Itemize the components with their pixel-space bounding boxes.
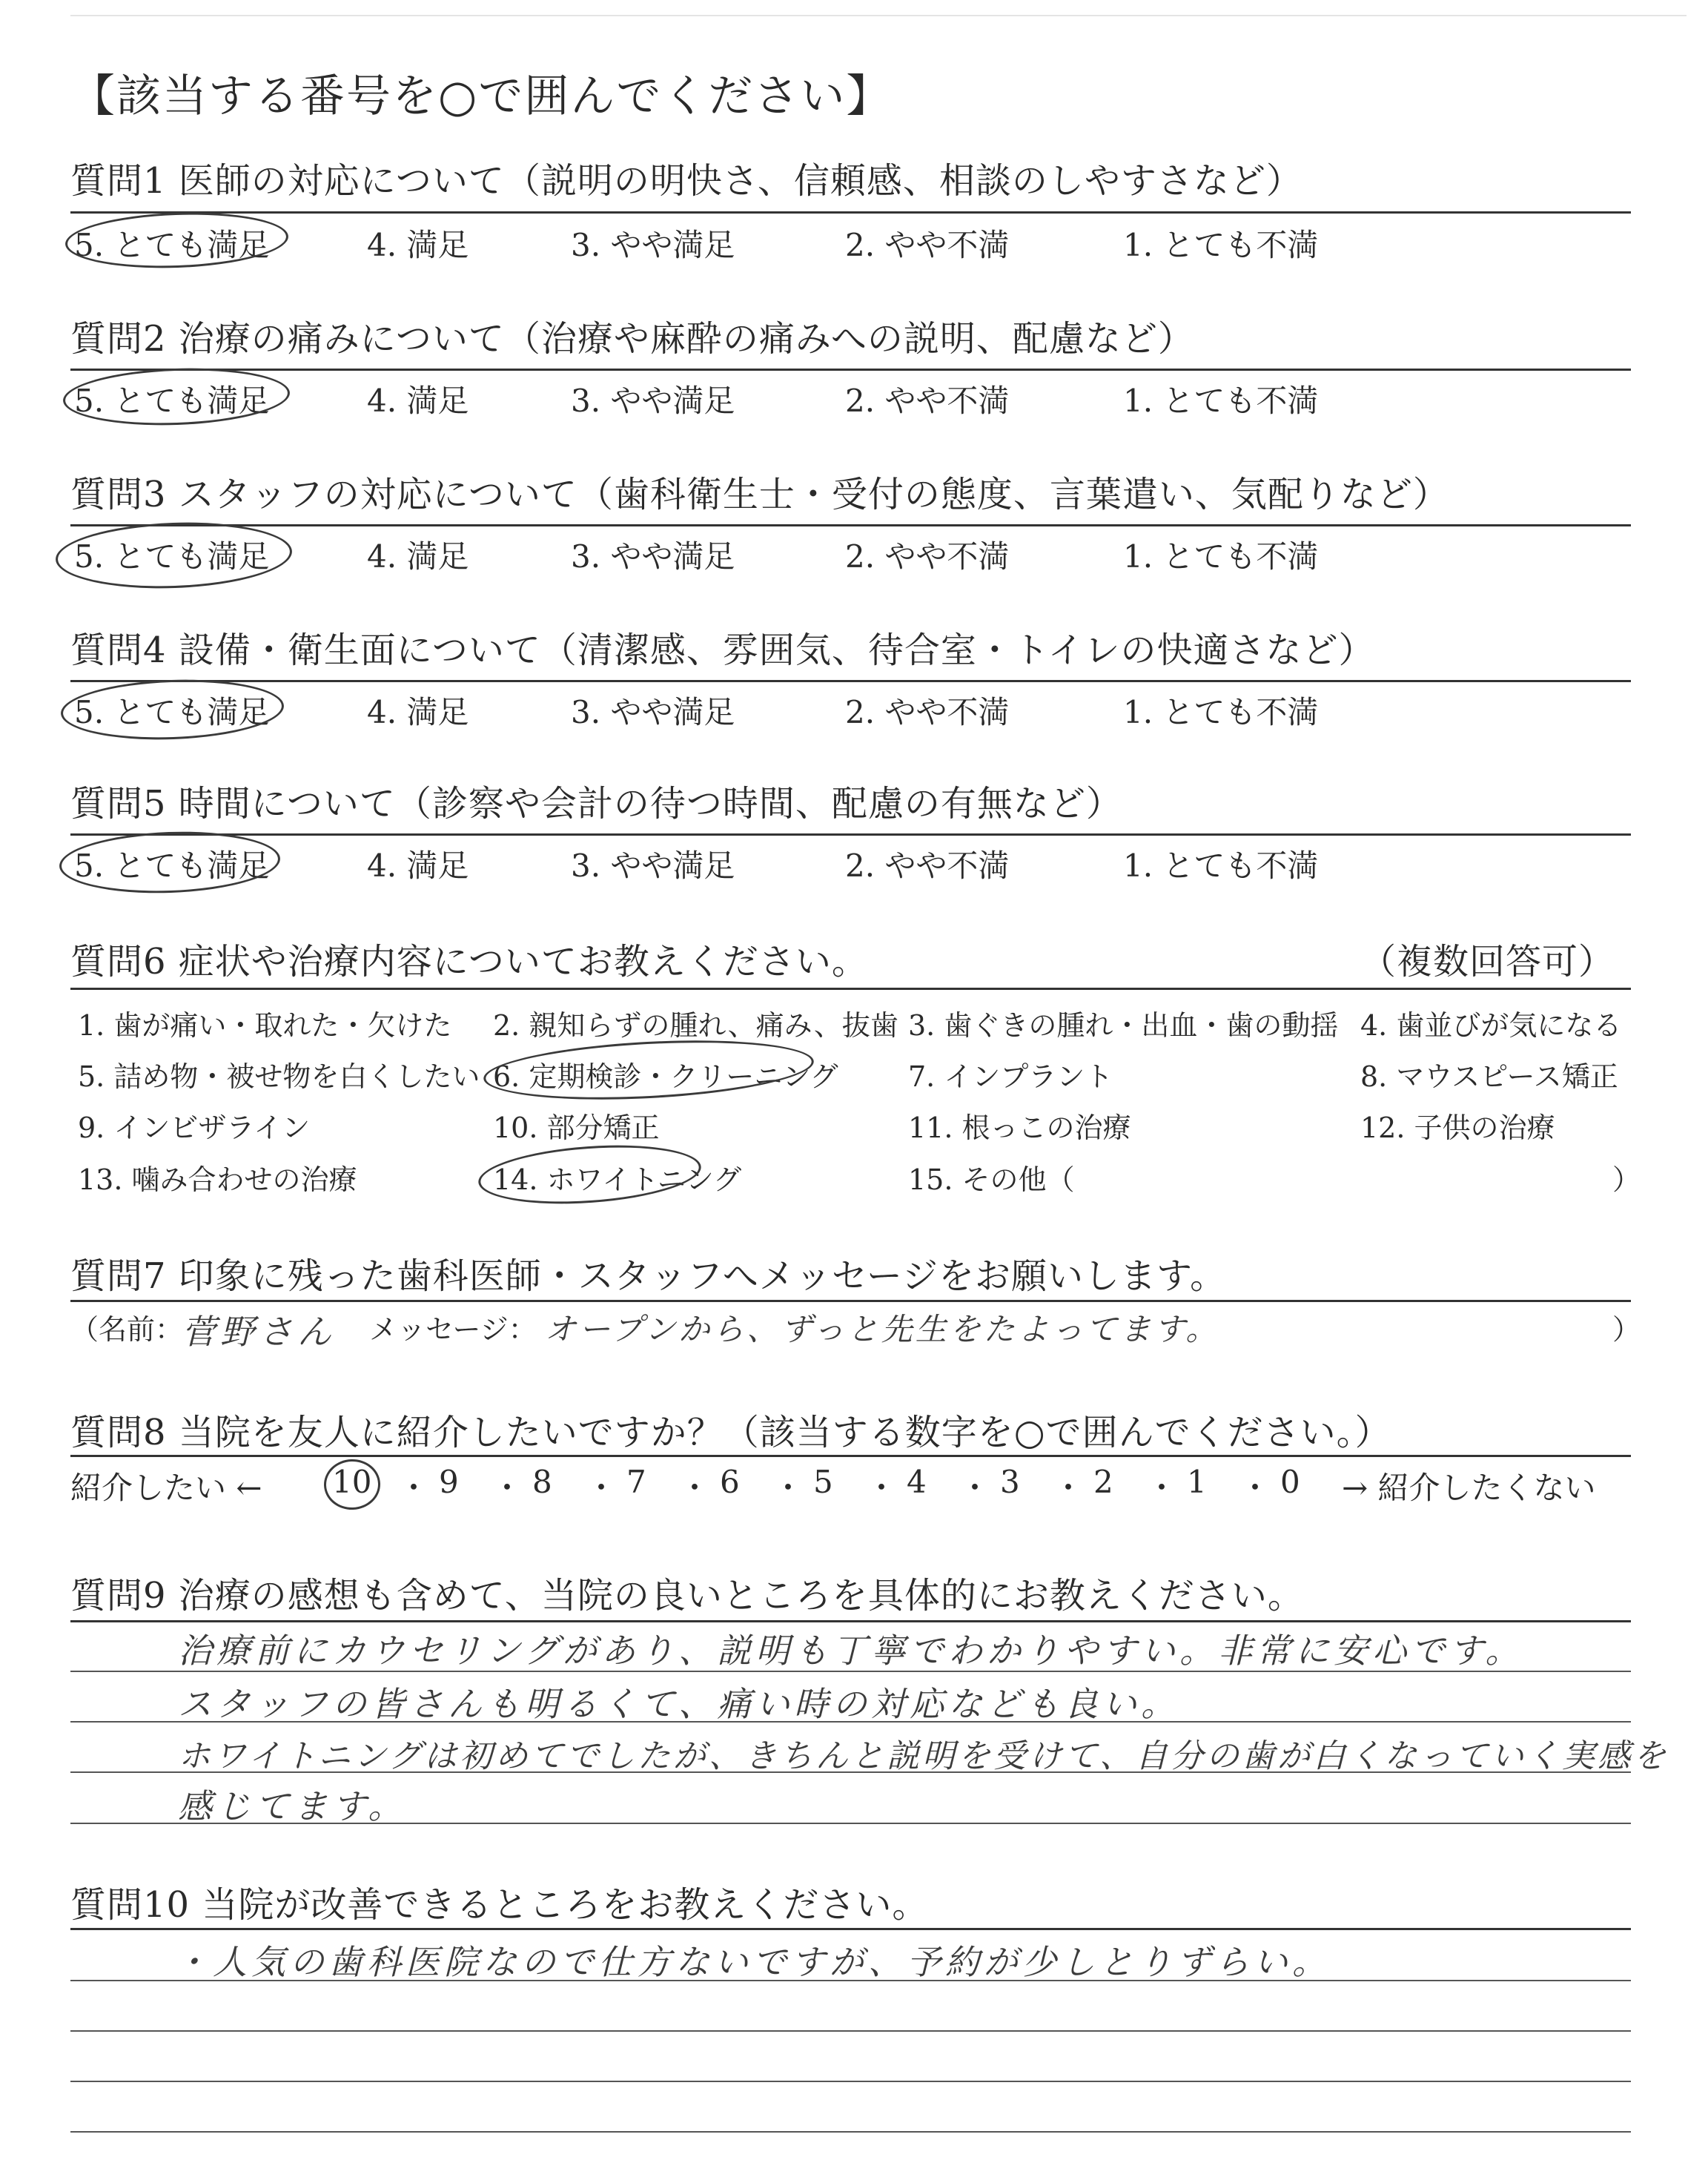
handwritten-comment-line-3: ホワイトニングは初めてでしたが、きちんと説明を受けて、自分の歯が白くなっていく実感を (178, 1737, 1669, 1775)
option-3[interactable]: 3. やや満足 (571, 694, 735, 730)
scale-separator: ・ (866, 1470, 898, 1506)
recommend-right-label: → 紹介したくない (1342, 1470, 1596, 1506)
question-3-title: 質問3 スタッフの対応について（歯科衛生士・受付の態度、言葉遣い、気配りなど） (70, 474, 1449, 515)
handwritten-name: 菅野さん (182, 1312, 336, 1352)
scale-separator: ・ (491, 1470, 523, 1506)
answer-line (70, 2131, 1631, 2133)
question-9-rule (70, 1620, 1631, 1622)
question-5-rule (70, 833, 1631, 836)
scale-separator: ・ (1239, 1470, 1271, 1506)
question-1-title: 質問1 医師の対応について（説明の明快さ、信頼感、相談のしやすさなど） (70, 160, 1302, 202)
option-3[interactable]: 3. やや満足 (571, 383, 735, 419)
handwritten-message: オープンから、ずっと先生をたよってます。 (545, 1311, 1220, 1347)
scale-5[interactable]: 5 (813, 1464, 833, 1500)
scale-separator: ・ (959, 1470, 991, 1506)
page-title: 【該当する番号を○で囲んでください】 (70, 70, 893, 122)
selection-circle (60, 676, 285, 743)
scale-7[interactable]: 7 (626, 1464, 646, 1500)
symptom-item-5[interactable]: 5. 詰め物・被せ物を白くしたい (78, 1060, 480, 1093)
question-6-title: 質問6 症状や治療内容についてお教えください。 (70, 941, 868, 982)
name-label: （名前： (70, 1313, 184, 1346)
top-border (70, 15, 1687, 16)
question-8-title: 質問8 当院を友人に紹介したいですか？（該当する数字を○で囲んでください。） (70, 1412, 1391, 1453)
question-7-title: 質問7 印象に残った歯科医師・スタッフへメッセージをお願いします。 (70, 1255, 1227, 1297)
question-10-title: 質問10 当院が改善できるところをお教えください。 (70, 1884, 929, 1926)
option-4[interactable]: 4. 満足 (367, 383, 469, 419)
recommend-left-label: 紹介したい ← (70, 1470, 262, 1506)
answer-line (70, 2081, 1631, 2082)
symptom-item-1[interactable]: 1. 歯が痛い・取れた・欠けた (78, 1009, 452, 1042)
question-8-rule (70, 1455, 1631, 1457)
scale-separator: ・ (586, 1470, 618, 1506)
symptom-item-13[interactable]: 13. 噛み合わせの治療 (78, 1163, 357, 1196)
question-7-rule (70, 1300, 1631, 1302)
symptom-item-2[interactable]: 2. 親知らずの腫れ、痛み、抜歯 (493, 1009, 898, 1042)
selection-circle (482, 1033, 815, 1106)
selection-circle (55, 518, 294, 592)
option-4[interactable]: 4. 満足 (367, 538, 469, 575)
option-5[interactable]: 5. とても満足 (74, 227, 270, 263)
symptom-item-7[interactable]: 7. インプラント (908, 1060, 1113, 1093)
question-10-rule (70, 1928, 1631, 1930)
scale-10[interactable]: 10 (332, 1464, 372, 1500)
scale-separator: ・ (398, 1470, 430, 1506)
option-1[interactable]: 1. とても不満 (1123, 227, 1319, 263)
scale-9[interactable]: 9 (439, 1464, 459, 1500)
scale-separator: ・ (679, 1470, 711, 1506)
symptom-item-15[interactable]: 15. その他（ (908, 1163, 1075, 1196)
question-2-title: 質問2 治療の痛みについて（治療や麻酔の痛みへの説明、配慮など） (70, 318, 1194, 360)
question-9-title: 質問9 治療の感想も含めて、当院の良いところを具体的にお教えください。 (70, 1575, 1304, 1616)
scale-separator: ・ (1053, 1470, 1085, 1506)
selection-circle (477, 1139, 704, 1211)
option-1[interactable]: 1. とても不満 (1123, 848, 1319, 884)
question-1-rule (70, 211, 1631, 214)
symptom-item-9[interactable]: 9. インビザライン (78, 1112, 311, 1144)
option-4[interactable]: 4. 満足 (367, 694, 469, 730)
symptom-item-12[interactable]: 12. 子供の治療 (1360, 1112, 1555, 1144)
question-4-rule (70, 680, 1631, 682)
question-6-rule (70, 988, 1631, 990)
question-2-rule (70, 369, 1631, 371)
handwritten-comment-line-4: 感じてます。 (178, 1786, 407, 1826)
scale-separator: ・ (1146, 1470, 1178, 1506)
symptom-item-8[interactable]: 8. マウスピース矯正 (1360, 1060, 1618, 1093)
answer-line (70, 2030, 1631, 2032)
multiple-answer-note: （複数回答可） (1360, 941, 1615, 982)
handwritten-comment-line-1: 治療前にカウセリングがあり、説明も丁寧でわかりやすい。非常に安心です。 (178, 1631, 1524, 1671)
symptom-item-14[interactable]: 14. ホワイトニング (493, 1163, 742, 1196)
message-close-paren: ） (1612, 1313, 1641, 1346)
handwritten-comment-line-2: スタッフの皆さんも明るくて、痛い時の対応なども良い。 (178, 1684, 1180, 1724)
symptom-item-6[interactable]: 6. 定期検診・クリーニング (493, 1060, 838, 1093)
scale-1[interactable]: 1 (1187, 1464, 1207, 1500)
option-2[interactable]: 2. やや不満 (845, 848, 1010, 884)
option-5[interactable]: 5. とても満足 (74, 538, 270, 575)
option-3[interactable]: 3. やや満足 (571, 227, 735, 263)
scale-2[interactable]: 2 (1093, 1464, 1113, 1500)
scale-4[interactable]: 4 (907, 1464, 927, 1500)
scale-separator: ・ (772, 1470, 804, 1506)
symptom-item-11[interactable]: 11. 根っこの治療 (908, 1112, 1131, 1144)
option-1[interactable]: 1. とても不満 (1123, 538, 1319, 575)
option-4[interactable]: 4. 満足 (367, 227, 469, 263)
scale-0[interactable]: 0 (1280, 1464, 1300, 1500)
option-1[interactable]: 1. とても不満 (1123, 694, 1319, 730)
option-2[interactable]: 2. やや不満 (845, 694, 1010, 730)
option-2[interactable]: 2. やや不満 (845, 538, 1010, 575)
option-4[interactable]: 4. 満足 (367, 848, 469, 884)
scale-3[interactable]: 3 (1000, 1464, 1020, 1500)
symptom-item-3[interactable]: 3. 歯ぐきの腫れ・出血・歯の動揺 (908, 1009, 1339, 1042)
scale-6[interactable]: 6 (720, 1464, 740, 1500)
option-5[interactable]: 5. とても満足 (74, 848, 270, 884)
question-3-rule (70, 524, 1631, 526)
other-close-paren: ） (1612, 1163, 1641, 1196)
scale-8[interactable]: 8 (532, 1464, 552, 1500)
option-5[interactable]: 5. とても満足 (74, 383, 270, 419)
selection-circle (59, 828, 282, 896)
option-2[interactable]: 2. やや不満 (845, 227, 1010, 263)
selection-circle (323, 1459, 381, 1511)
option-1[interactable]: 1. とても不満 (1123, 383, 1319, 419)
option-5[interactable]: 5. とても満足 (74, 694, 270, 730)
question-4-title: 質問4 設備・衛生面について（清潔感、雰囲気、待合室・トイレの快適さなど） (70, 630, 1375, 671)
option-3[interactable]: 3. やや満足 (571, 848, 735, 884)
message-label: メッセージ： (369, 1313, 537, 1346)
handwritten-improvement-line-1: ・人気の歯科医院なので仕方ないですが、予約が少しとりずらい。 (174, 1942, 1331, 1982)
option-3[interactable]: 3. やや満足 (571, 538, 735, 575)
symptom-item-4[interactable]: 4. 歯並びが気になる (1360, 1009, 1622, 1042)
question-5-title: 質問5 時間について（診察や会計の待つ時間、配慮の有無など） (70, 783, 1122, 825)
option-2[interactable]: 2. やや不満 (845, 383, 1010, 419)
symptom-item-10[interactable]: 10. 部分矯正 (493, 1112, 660, 1144)
